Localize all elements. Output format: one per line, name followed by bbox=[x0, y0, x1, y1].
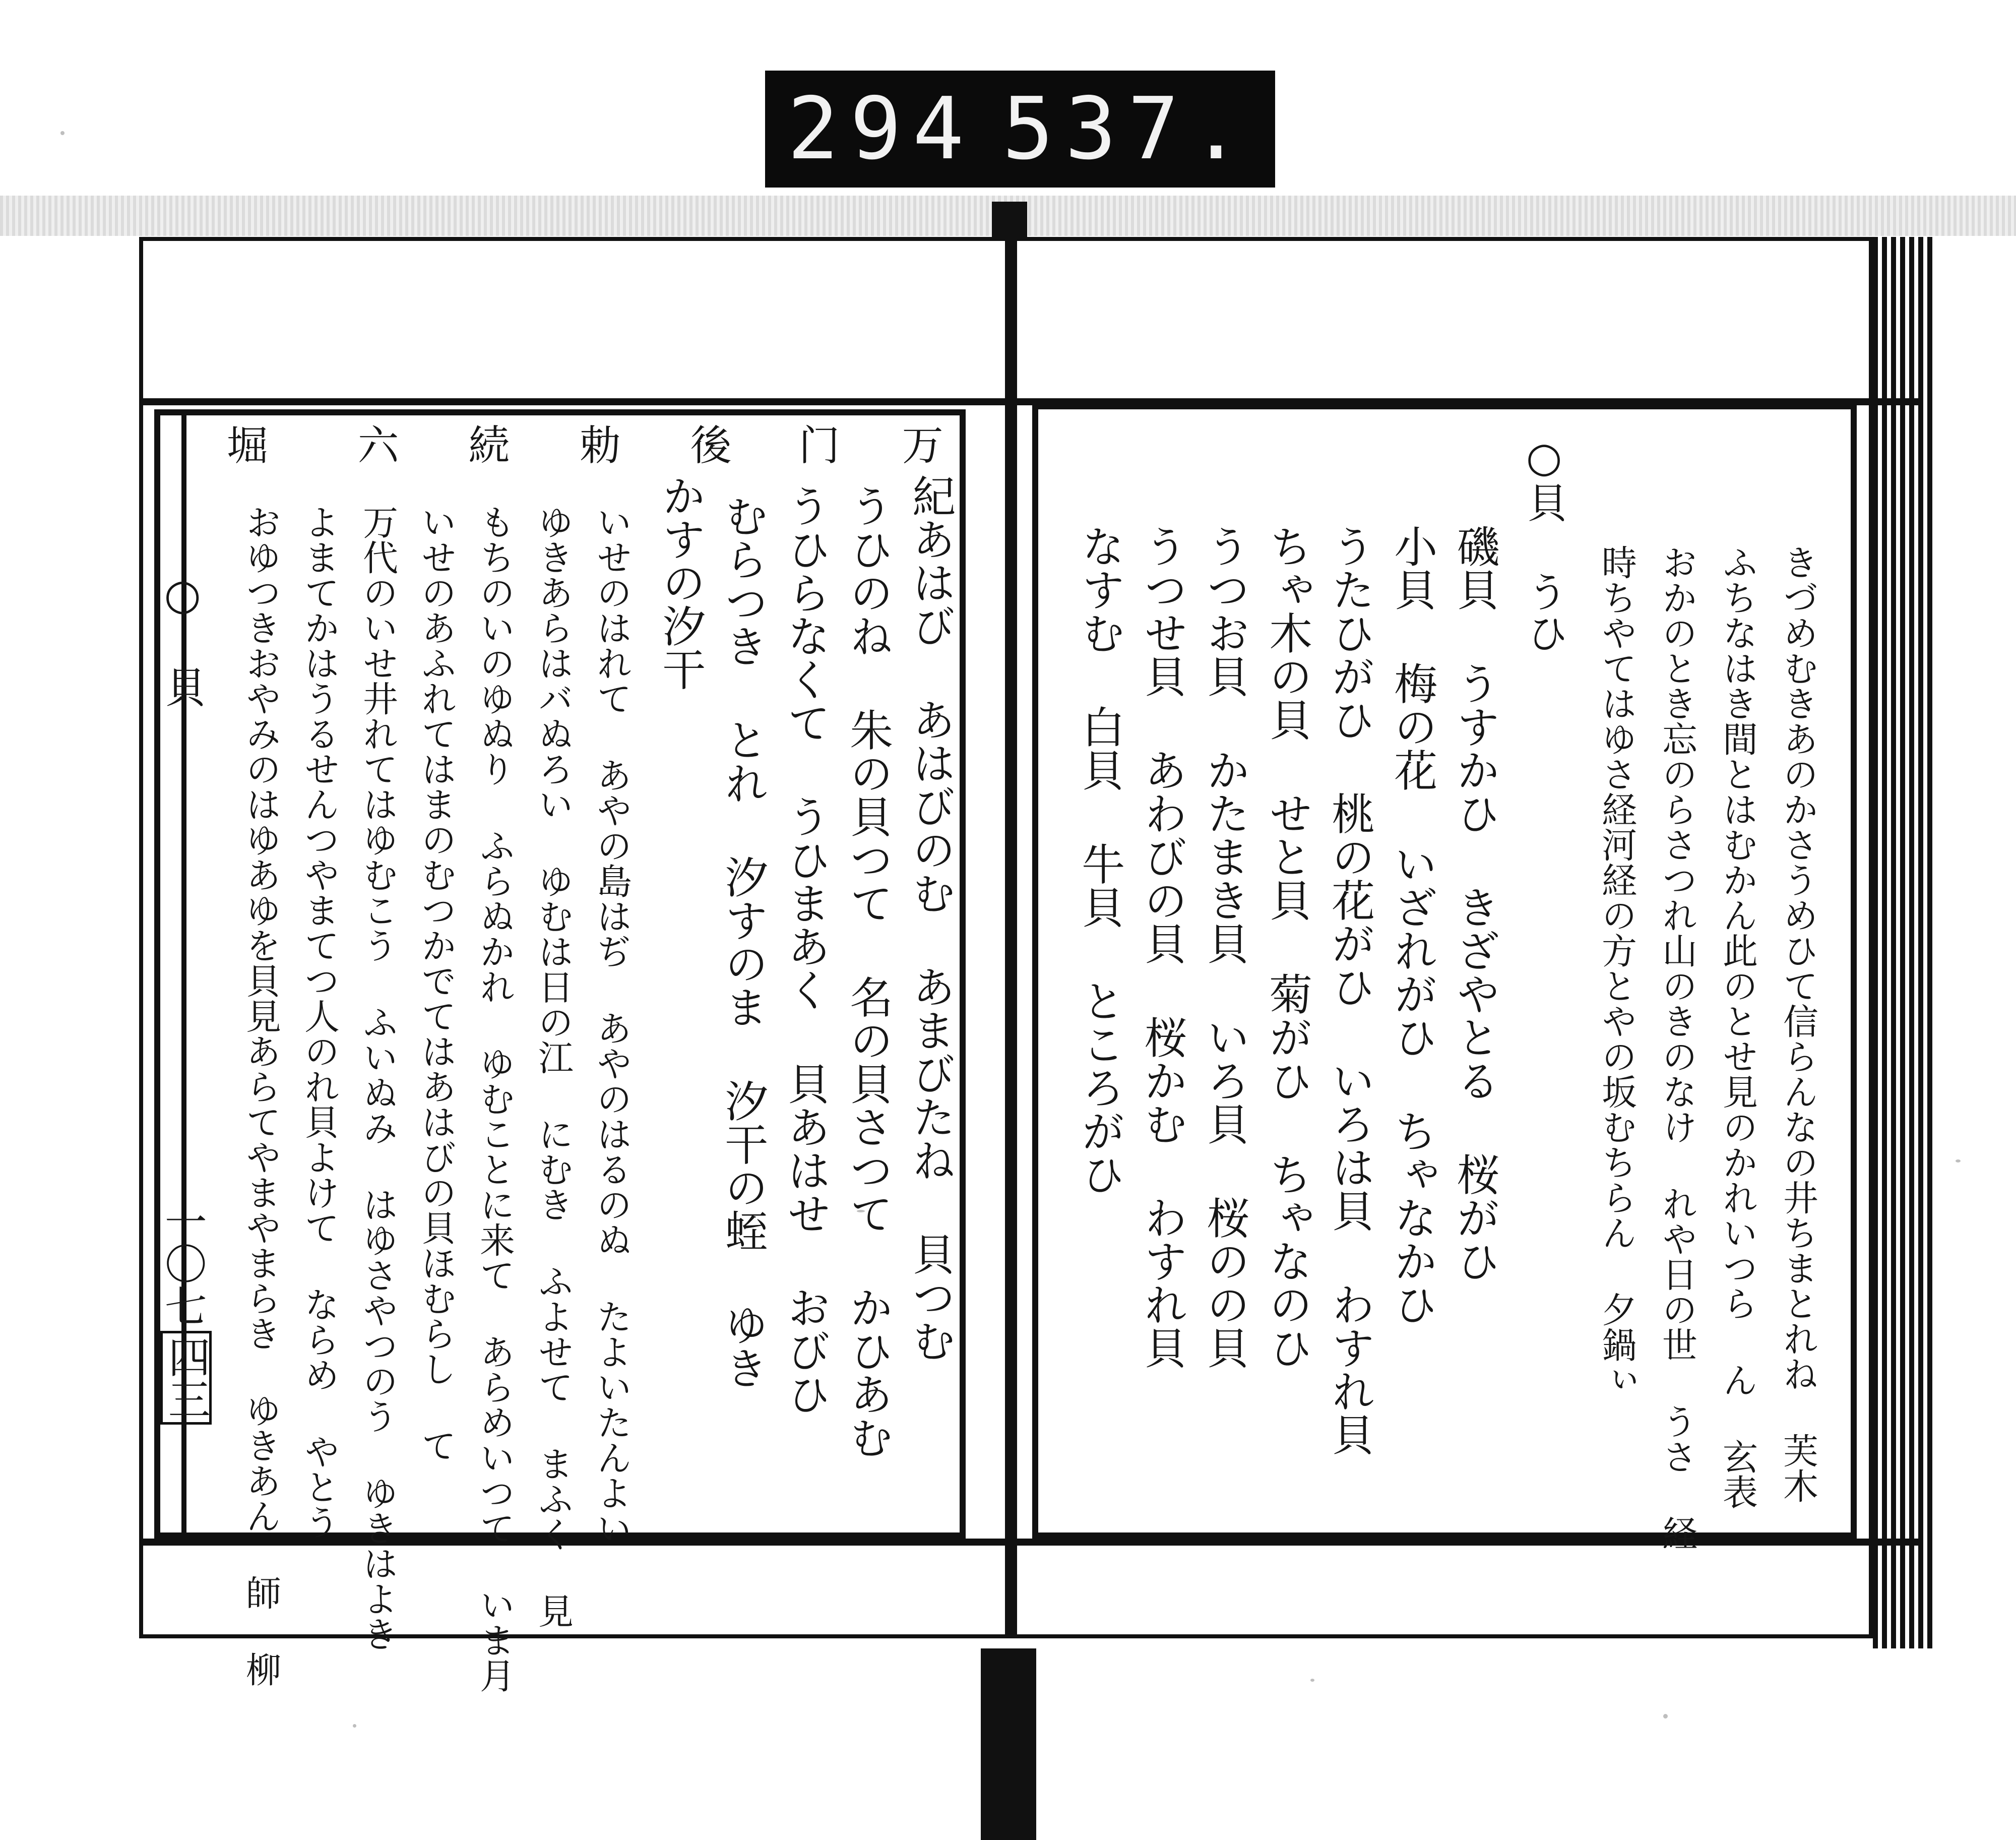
header-name: 続 bbox=[462, 423, 510, 465]
left-text-column: ゆきあらはバぬろい ゆむは日の江 にむき ふよせて まふく 見 bbox=[532, 504, 574, 1628]
margin-symbol: ○ bbox=[158, 570, 208, 619]
header-name: 堀 bbox=[220, 423, 268, 465]
left-word-column: うひのね 朱の貝つて 名の貝さつて かひあむ bbox=[842, 484, 893, 1459]
scan-speck bbox=[353, 1724, 356, 1728]
right-text-column: ふちなはき間とはむかん此のとせ見のかれいつら ん 玄表 bbox=[1717, 544, 1758, 1509]
header-name: 勅 bbox=[573, 423, 621, 465]
header-name: 後 bbox=[683, 423, 732, 465]
left-text-column: いせのはれて あやの島はぢ あやのはるのぬ たよいたんよい bbox=[591, 504, 633, 1546]
left-word-column: うひらなくて うひまあく 貝あはせ おびひ bbox=[780, 484, 831, 1416]
right-word-column: ちゃ木の貝 せと貝 菊がひ ちゃなのひ bbox=[1262, 524, 1312, 1369]
scan-speck bbox=[857, 1210, 865, 1212]
left-word-column: 紀あはび あはびのむ あまびたね 貝つむ bbox=[905, 474, 956, 1362]
bottom-rule bbox=[139, 1539, 1918, 1546]
header-name: 门 bbox=[792, 423, 840, 465]
right-word-column: なすむ 白貝 牛貝 ところがひ bbox=[1074, 524, 1125, 1196]
section-heading: ○貝 うひ bbox=[1520, 434, 1568, 653]
label-left-number: 294 bbox=[787, 79, 976, 179]
left-word-column: かすの汐干 bbox=[655, 474, 706, 691]
catalog-label bbox=[765, 71, 1275, 188]
header-name: 六 bbox=[351, 423, 399, 465]
right-word-column: うつお貝 かたまき貝 いろ貝 桜のの貝 bbox=[1199, 524, 1250, 1369]
label-right-number: 537. bbox=[1002, 79, 1253, 179]
right-text-column: 時ちやてはゆさ経河経の方とやの坂むちらん 夕鍋ぃ bbox=[1596, 544, 1637, 1397]
left-text-column: もちのいのゆぬり ふらぬかれ ゆむことに来て あらめいつて いま月 bbox=[474, 504, 516, 1693]
spine-bottom bbox=[981, 1648, 1036, 1840]
left-word-column: むらつき とれ 汐すのま 汐干の蛭 ゆき bbox=[717, 494, 768, 1389]
margin-title: 貝 bbox=[158, 665, 208, 708]
scan-speck bbox=[1310, 1679, 1314, 1682]
right-text-column: きづめむきあのかさうめひて信らんなの井ちまとれね 芙木 bbox=[1777, 544, 1819, 1503]
left-text-column: いせのあふれてはまのむつかでてはあはびの貝ほむらし て bbox=[415, 504, 457, 1463]
page-edges bbox=[1873, 237, 1933, 1648]
right-word-column: 小貝 梅の花 いざれがひ ちゃなかひ bbox=[1387, 524, 1437, 1326]
header-name: 万 bbox=[895, 423, 943, 465]
right-text-column: おかのとき忘のらさつれ山のきのなけ れや日の世 うさ 経 bbox=[1656, 544, 1698, 1551]
scan-speck bbox=[1663, 1714, 1668, 1719]
spine-top bbox=[992, 202, 1027, 242]
left-text-column: おゆつきおやみのはゆあゆを貝見あらてやまやまらき ゆきあん 師 柳 bbox=[240, 504, 282, 1687]
right-word-column: うつせ貝 あわびの貝 桜かむ わすれ貝 bbox=[1137, 524, 1187, 1369]
left-text-column: よまてかはうるせんつやまてつ人のれ貝よけて ならめ やとう bbox=[298, 504, 340, 1540]
scan-speck bbox=[60, 131, 65, 135]
right-word-column: 磯貝 うすかひ きざやとる 桜がひ bbox=[1449, 524, 1500, 1282]
scan-speck bbox=[1956, 1159, 1961, 1162]
margin-page-label: 一〇七 bbox=[158, 1200, 208, 1327]
spine bbox=[1006, 237, 1015, 1638]
left-text-column: 万代のいせ井れてはゆむこう ふいぬみ はゆさやつのう ゆきはよき bbox=[357, 504, 399, 1651]
margin-page-number: 四三 bbox=[160, 1331, 212, 1425]
right-word-column: うたひがひ 桃の花がひ いろは貝 わすれ貝 bbox=[1324, 524, 1375, 1456]
